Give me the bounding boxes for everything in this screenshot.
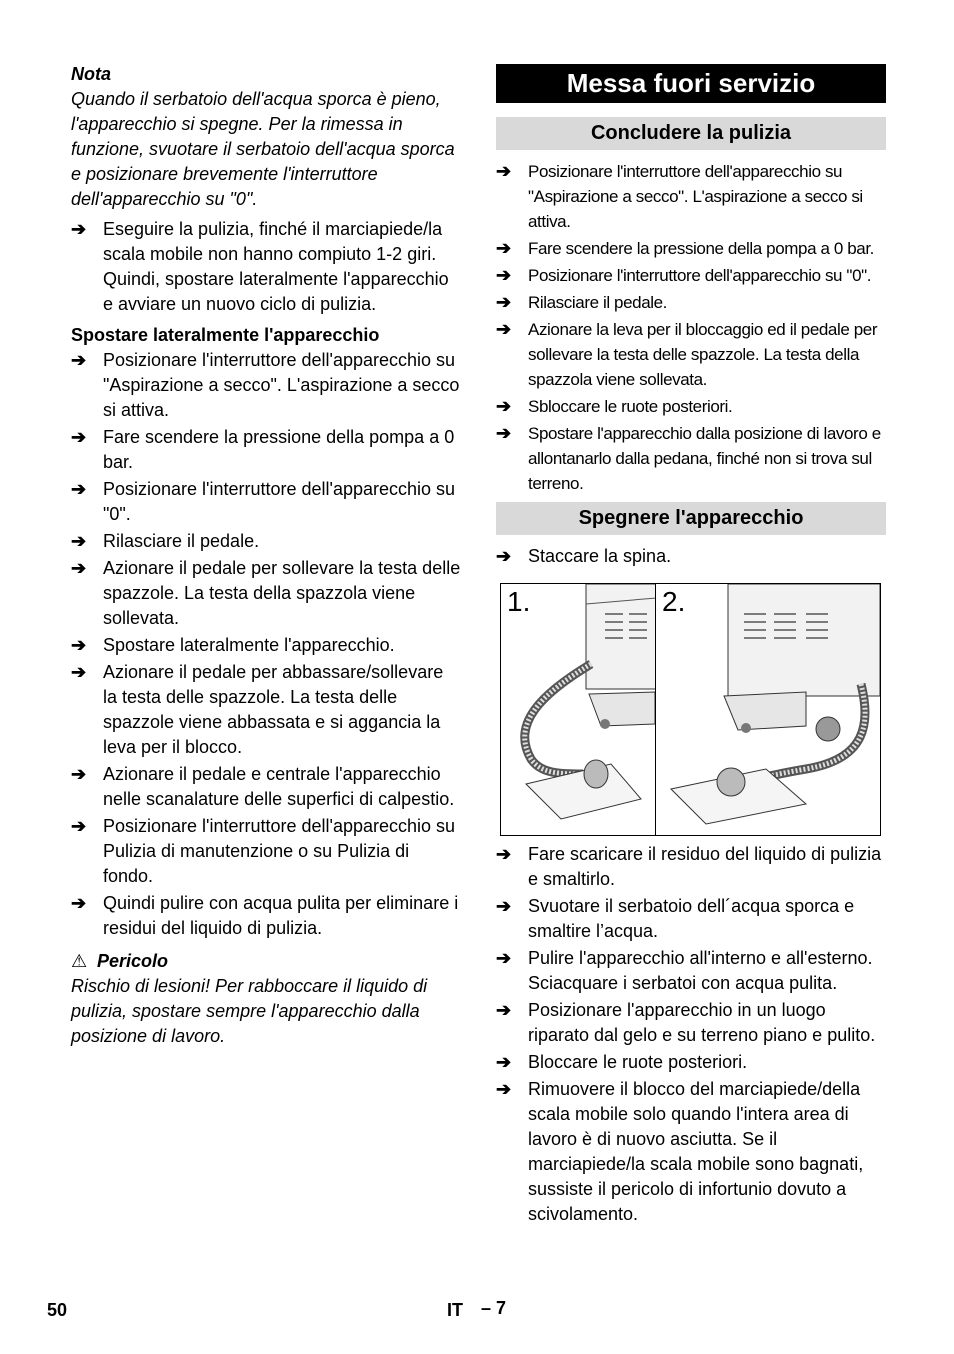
arrow-right-icon: ➔ bbox=[496, 546, 512, 566]
list-item-text: Rilasciare il pedale. bbox=[528, 293, 668, 312]
switch-off-illustration bbox=[500, 583, 881, 836]
list-item-text: Azionare la leva per il bloccaggio ed il pedale per sollevare la testa delle spazzole. La testa della spazzola viene sollevata. bbox=[528, 320, 878, 389]
list-item-text: Posizionare l'interruttore dell'apparecchio su "0". bbox=[528, 266, 872, 285]
list-item bbox=[496, 394, 886, 419]
right-column bbox=[496, 64, 886, 1229]
list-item bbox=[496, 842, 886, 892]
arrow-right-icon: ➔ bbox=[496, 319, 511, 339]
arrow-right-icon: ➔ bbox=[71, 662, 87, 682]
arrow-right-icon: ➔ bbox=[71, 893, 87, 913]
page-number: 50 bbox=[47, 1300, 68, 1320]
list-item-text: Svuotare il serbatoio dell´acqua sporca e smaltire l’acqua. bbox=[528, 896, 855, 941]
arrow-right-icon: ➔ bbox=[71, 635, 87, 655]
machine-drain-hose-drawing-2 bbox=[656, 584, 880, 835]
arrow-right-icon: ➔ bbox=[496, 1000, 512, 1020]
list-item-text: Fare scendere la pressione della pompa a 0 bar. bbox=[103, 427, 455, 472]
list-item-text: Posizionare l'apparecchio in un luogo riparato dal gelo e su terreno piano e pulito. bbox=[528, 1000, 876, 1045]
list-item-text: Fare scendere la pressione della pompa a 0 bar. bbox=[528, 239, 874, 258]
list-item bbox=[496, 236, 886, 261]
list-item bbox=[71, 660, 461, 760]
list-item bbox=[71, 891, 461, 941]
arrow-right-icon: ➔ bbox=[496, 844, 512, 864]
arrow-right-icon: ➔ bbox=[71, 816, 87, 836]
list-item-text: Posizionare l'interruttore dell'apparecchio su "Aspirazione a secco". L'aspirazione a secco si attiva. bbox=[528, 162, 863, 231]
list-item bbox=[496, 544, 886, 569]
arrow-right-icon: ➔ bbox=[71, 531, 87, 551]
list-item bbox=[71, 762, 461, 812]
move-sideways-steps-list bbox=[71, 348, 461, 941]
language-code: IT bbox=[447, 1300, 463, 1320]
list-item-text: Azionare il pedale per sollevare la testa delle spazzole. La testa della spazzola viene sollevata. bbox=[103, 558, 461, 628]
arrow-right-icon: ➔ bbox=[71, 427, 87, 447]
machine-drain-hose-drawing-1 bbox=[501, 584, 655, 835]
list-item bbox=[71, 425, 461, 475]
list-item bbox=[71, 348, 461, 423]
list-item bbox=[71, 477, 461, 527]
list-item bbox=[496, 290, 886, 315]
arrow-right-icon: ➔ bbox=[496, 1079, 512, 1099]
list-item bbox=[496, 1050, 886, 1075]
list-item bbox=[496, 263, 886, 288]
list-item-text: Posizionare l'interruttore dell'apparecchio su Pulizia di manutenzione o su Pulizia di fondo. bbox=[103, 816, 456, 886]
arrow-right-icon: ➔ bbox=[496, 396, 511, 416]
list-item-text: Spostare l'apparecchio dalla posizione di lavoro e allontanarlo dalla pedana, finché non si trova sul terreno. bbox=[528, 424, 881, 493]
arrow-right-icon: ➔ bbox=[71, 350, 87, 370]
arrow-right-icon: ➔ bbox=[71, 479, 87, 499]
list-item bbox=[496, 998, 886, 1048]
switch-off-steps-before-list bbox=[496, 544, 886, 569]
danger-title bbox=[71, 949, 461, 974]
main-title: Messa fuori servizio bbox=[496, 64, 886, 103]
list-item bbox=[496, 421, 886, 496]
list-item bbox=[496, 894, 886, 944]
list-item-text: Quindi pulire con acqua pulita per eliminare i residui del liquido di pulizia. bbox=[103, 893, 459, 938]
list-item-text: Posizionare l'interruttore dell'apparecchio su "Aspirazione a secco". L'aspirazione a secco si attiva. bbox=[103, 350, 460, 420]
list-item-text: Rilasciare il pedale. bbox=[103, 531, 260, 551]
list-item-text: Eseguire la pulizia, finché il marciapiede/la scala mobile non hanno compiuto 1-2 giri. Quindi, spostare lateralmente l'apparecchio e avviare un nuovo ciclo di pulizia. bbox=[103, 219, 449, 314]
cleaning-steps-list bbox=[71, 217, 461, 317]
section-heading-switch-off: Spegnere l'apparecchio bbox=[496, 502, 886, 535]
list-item bbox=[71, 556, 461, 631]
note-body: Quando il serbatoio dell'acqua sporca è pieno, l'apparecchio si spegne. Per la rimessa in funzione, svuotare il serbatoio dell'acqua sporca e posizionare brevemente l'interruttore dell'apparecchio su "0". bbox=[71, 89, 455, 209]
warning-triangle-icon: ⚠ bbox=[71, 951, 88, 971]
list-item bbox=[71, 217, 461, 317]
list-item bbox=[496, 946, 886, 996]
arrow-right-icon: ➔ bbox=[496, 238, 511, 258]
list-item bbox=[71, 814, 461, 889]
illustration-panel-2 bbox=[656, 584, 880, 835]
finish-cleaning-steps-list bbox=[496, 159, 886, 496]
note-title: Nota bbox=[71, 64, 111, 84]
list-item bbox=[71, 529, 461, 554]
step-label-1: 1. bbox=[507, 586, 531, 617]
danger-body: Rischio di lesioni! Per rabboccare il liquido di pulizia, spostare sempre l'apparecchio dalla posizione di lavoro. bbox=[71, 976, 428, 1046]
arrow-right-icon: ➔ bbox=[71, 558, 87, 578]
list-item bbox=[496, 317, 886, 392]
arrow-right-icon: ➔ bbox=[496, 423, 511, 443]
list-item bbox=[496, 159, 886, 234]
arrow-right-icon: ➔ bbox=[71, 219, 87, 239]
arrow-right-icon: ➔ bbox=[496, 292, 511, 312]
list-item-text: Fare scaricare il residuo del liquido di pulizia e smaltirlo. bbox=[528, 844, 882, 889]
switch-off-steps-after-list bbox=[496, 842, 886, 1227]
move-sideways-heading: Spostare lateralmente l'apparecchio bbox=[71, 325, 380, 345]
arrow-right-icon: ➔ bbox=[71, 764, 87, 784]
list-item-text: Sbloccare le ruote posteriori. bbox=[528, 397, 733, 416]
list-item-text: Posizionare l'interruttore dell'apparecchio su "0". bbox=[103, 479, 456, 524]
list-item bbox=[71, 633, 461, 658]
step-label-2: 2. bbox=[662, 586, 686, 617]
list-item-text: Staccare la spina. bbox=[528, 546, 672, 566]
left-column bbox=[71, 62, 461, 1049]
list-item-text: Bloccare le ruote posteriori. bbox=[528, 1052, 748, 1072]
danger-title-text: Pericolo bbox=[97, 951, 169, 971]
list-item bbox=[496, 1077, 886, 1227]
list-item-text: Pulire l'apparecchio all'interno e all'esterno. Sciacquare i serbatoi con acqua pulita. bbox=[528, 948, 873, 993]
list-item-text: Spostare lateralmente l'apparecchio. bbox=[103, 635, 395, 655]
section-heading-finish-cleaning: Concludere la pulizia bbox=[496, 117, 886, 150]
arrow-right-icon: ➔ bbox=[496, 161, 511, 181]
list-item-text: Azionare il pedale e centrale l'apparecchio nelle scanalature delle superfici di calpestio. bbox=[103, 764, 455, 809]
arrow-right-icon: ➔ bbox=[496, 1052, 512, 1072]
arrow-right-icon: ➔ bbox=[496, 896, 512, 916]
list-item-text: Azionare il pedale per abbassare/sollevare la testa delle spazzole. La testa delle spazzole viene abbassata e si aggancia la leva per il blocco. bbox=[103, 662, 444, 757]
illustration-panel-1 bbox=[501, 584, 656, 835]
section-page-number: – 7 bbox=[481, 1298, 507, 1318]
arrow-right-icon: ➔ bbox=[496, 948, 512, 968]
arrow-right-icon: ➔ bbox=[496, 265, 511, 285]
list-item-text: Rimuovere il blocco del marciapiede/della scala mobile solo quando l'intera area di lavoro è di nuovo asciutta. Se il marciapiede/la scala mobile sono bagnati, sussiste il pericolo di infortunio dovuto a scivolamento. bbox=[528, 1079, 864, 1224]
